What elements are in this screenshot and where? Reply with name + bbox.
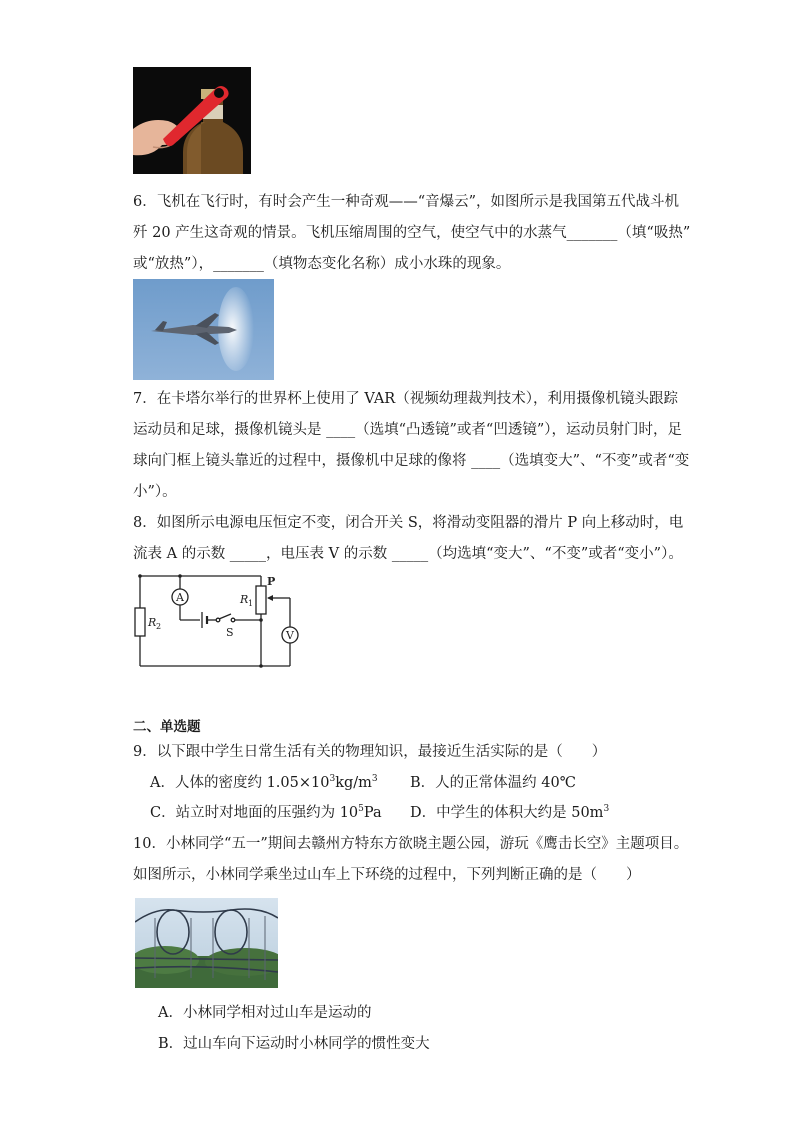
bottle-opener-photo [133, 67, 251, 174]
q9-stem: 9．以下跟中学生日常生活有关的物理知识，最接近生活实际的是（ ） [133, 744, 607, 760]
q10-line2: 如图所示，小林同学乘坐过山车上下环绕的过程中，下列判断正确的是（ ） [133, 867, 641, 883]
switch-s-label: S [226, 626, 234, 639]
q9-option-c: C．站立时对地面的压强约为 $10^5Pa$ [150, 804, 382, 821]
voltmeter-label: V [286, 629, 294, 642]
section-title: 二、单选题 [133, 719, 201, 735]
q10-option-a: A．小林同学相对过山车是运动的 [158, 1005, 372, 1021]
q9-option-b: B．人的正常体温约 40℃ [410, 775, 576, 791]
q6-line1: 6．飞机在飞行时，有时会产生一种奇观——“音爆云”，如图所示是我国第五代战斗机 [133, 194, 680, 210]
q7-line2: 运动员和足球，摄像机镜头是 ____（选填“凸透镜”或者“凹透镜”），运动员射门时，足 [133, 422, 683, 438]
q10-option-b: B．过山车向下运动时小林同学的惯性变大 [158, 1036, 430, 1052]
q8-line1: 8．如图所示电源电压恒定不变，闭合开关 S，将滑动变阻器的滑片 P 向上移动时，电 [133, 515, 684, 531]
jet-sonic-boom-photo [133, 279, 274, 380]
circuit-diagram [130, 570, 310, 672]
q10-line1: 10．小林同学“五一”期间去赣州方特东方欲晓主题公园，游玩《鹰击长空》主题项目。 [133, 836, 689, 852]
slider-p-label: P [267, 575, 276, 588]
r2-subscript: 2 [156, 622, 162, 631]
q7-line3: 球向门框上镜头靠近的过程中，摄像机中足球的像将 ____（选填变大”、“不变”或者“变 [133, 453, 690, 469]
q6-line3: 或“放热”），_______（填物态变化名称）成小水珠的现象。 [133, 256, 511, 272]
q9-option-d: D．中学生的体积大约是 $50m^3$ [410, 804, 610, 821]
r2-label: R [148, 616, 157, 629]
roller-coaster-photo [135, 898, 278, 988]
r1-subscript: 1 [248, 599, 254, 608]
ammeter-label: A [176, 591, 184, 604]
q7-line1: 7．在卡塔尔举行的世界杯上使用了 VAR（视频幼理裁判技术），利用摄像机镜头跟踪 [133, 391, 678, 407]
q7-line4: 小”）。 [133, 484, 177, 500]
r1-label: R [240, 593, 249, 606]
q6-line2: 歼 20 产生这奇观的情景。飞机压缩周围的空气，使空气中的水蒸气_______（填“吸热” [133, 225, 691, 241]
q9-option-a: A．人体的密度约 $1.05\times 10^3kg/m^3$ [150, 774, 378, 791]
q8-line2: 流表 A 的示数 _____，电压表 V 的示数 _____（均选填“变大”、“不变”或者“变小”）。 [133, 546, 683, 562]
